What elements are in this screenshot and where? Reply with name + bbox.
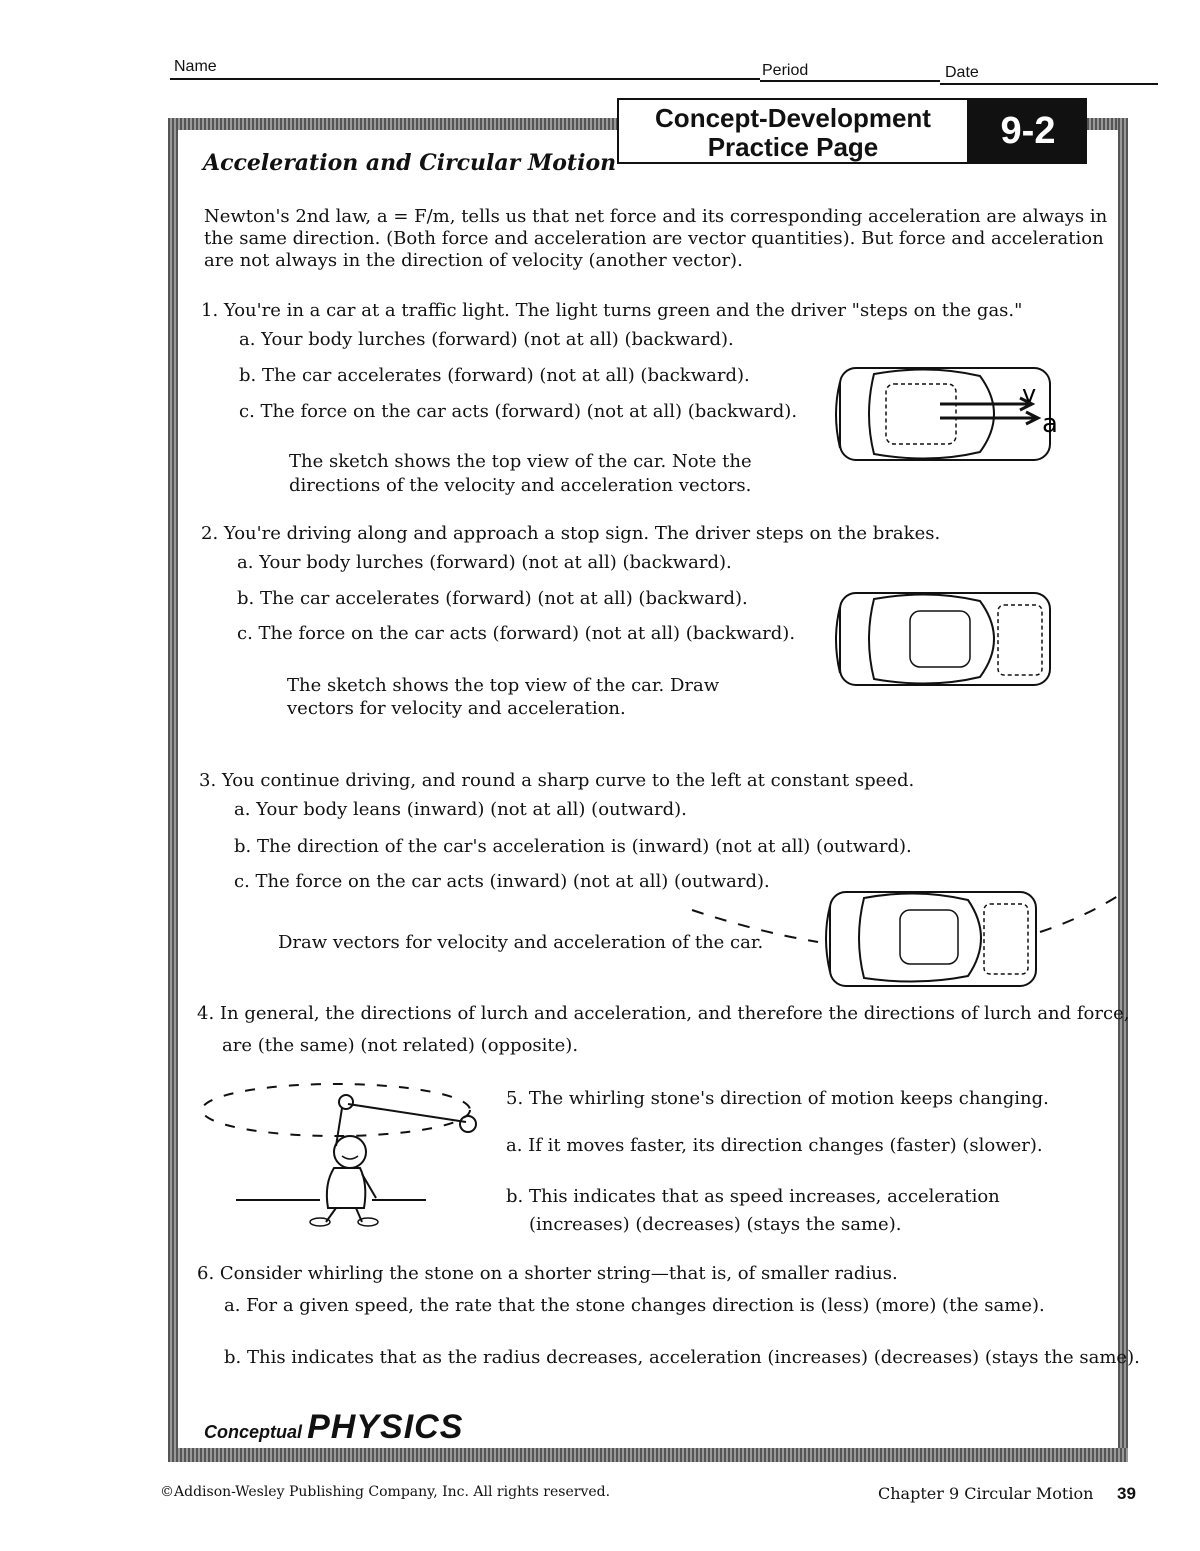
q4-line-2: are (the same) (not related) (opposite). [222,1035,579,1056]
q3-a: a. Your body leans (inward) (not at all) (outward). [234,799,687,820]
name-label: Name [174,58,217,75]
brand-word-physics: PHYSICS [307,1408,464,1446]
top-bar [168,118,618,130]
q5-a: a. If it moves faster, its direction changes (faster) (slower). [506,1135,1043,1156]
brand-word-conceptual: Conceptual [204,1422,303,1442]
period-label: Period [762,62,809,79]
title-line-2: Practice Page [707,132,879,162]
q5-b-line-1: b. This indicates that as speed increases, acceleration [506,1186,1000,1207]
title-line-1: Concept-Development [655,103,931,133]
car-2-sketch [830,587,1070,693]
acceleration-label: a [1042,409,1058,439]
q6-stem: 6. Consider whirling the stone on a shorter string—that is, of smaller radius. [197,1263,898,1284]
q6-a: a. For a given speed, the rate that the stone changes direction is (less) (more) (the same). [224,1295,1045,1316]
q6-b: b. This indicates that as the radius decreases, acceleration (increases) (decreases) (stays the same). [224,1347,1140,1368]
q3-stem: 3. You continue driving, and round a sharp curve to the left at constant speed. [199,770,915,791]
velocity-label: v [1022,380,1037,408]
whirling-stone-illustration [196,1072,496,1232]
q3-b: b. The direction of the car's acceleration is (inward) (not at all) (outward). [234,836,912,857]
chapter-label: Chapter 9 Circular Motion [878,1484,1094,1503]
date-line [940,83,1158,85]
car-1-sketch [830,362,1080,468]
page-number: 39 [1117,1484,1136,1503]
q5-stem: 5. The whirling stone's direction of motion keeps changing. [506,1088,1049,1109]
q2-note-2: vectors for velocity and acceleration. [287,698,626,719]
q1-note-2: directions of the velocity and acceleration vectors. [289,475,752,496]
title-box [617,98,969,164]
page-number-badge: 9-2 [969,98,1087,164]
q5-b-line-2: (increases) (decreases) (stays the same). [529,1214,902,1235]
brand-logo [204,1408,463,1447]
q1-note-1: The sketch shows the top view of the car. Note the [289,451,752,472]
section-title: Acceleration and Circular Motion [203,150,617,176]
q2-c: c. The force on the car acts (forward) (not at all) (backward). [237,623,796,644]
q1-c: c. The force on the car acts (forward) (not at all) (backward). [239,401,798,422]
q1-a: a. Your body lurches (forward) (not at all) (backward). [239,329,734,350]
q2-stem: 2. You're driving along and approach a stop sign. The driver steps on the brakes. [201,523,941,544]
q2-b: b. The car accelerates (forward) (not at all) (backward). [237,588,748,609]
bottom-bar [168,1448,1128,1462]
period-line [760,80,940,82]
copyright-notice: ©Addison-Wesley Publishing Company, Inc. All rights reserved. [160,1484,611,1500]
right-bar [1118,118,1128,1460]
q3-note: Draw vectors for velocity and acceleration of the car. [278,932,764,953]
car-3-sketch [688,880,1128,1000]
q1-b: b. The car accelerates (forward) (not at all) (backward). [239,365,750,386]
q1-stem: 1. You're in a car at a traffic light. The light turns green and the driver "steps on the gas." [201,300,1023,321]
q4-line-1: 4. In general, the directions of lurch and acceleration, and therefore the directions of lurch and force, [197,1003,1130,1024]
date-label: Date [945,64,979,81]
q3-c: c. The force on the car acts (inward) (not at all) (outward). [234,871,770,892]
left-bar [168,118,178,1460]
q2-note-1: The sketch shows the top view of the car. Draw [287,675,720,696]
intro-paragraph: Newton's 2nd law, a = F/m, tells us that net force and its corresponding acceleration are always in the same direction. (Both force and acceleration are vector quantities). But force and acceleration are not always in the direction of velocity (another vector). [204,206,1108,271]
q2-a: a. Your body lurches (forward) (not at all) (backward). [237,552,732,573]
name-line [170,78,760,80]
